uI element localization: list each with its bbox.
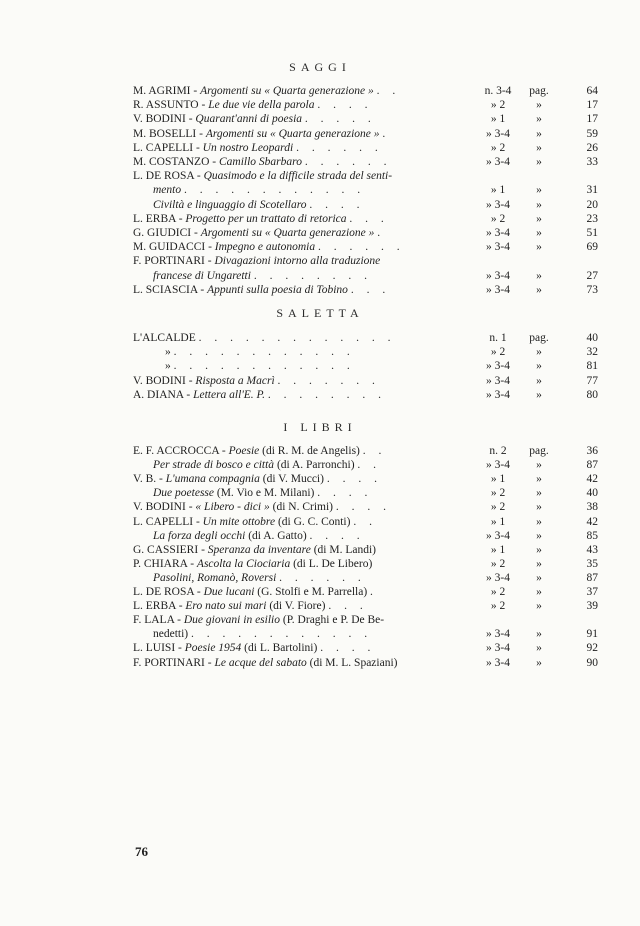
entry-title: Un mite ottobre (202, 515, 276, 528)
index-entry (0, 374, 640, 388)
page-ref: 77 (586, 374, 598, 387)
leader-dots: . . . . . . . . . . . . . (198, 332, 396, 344)
entry-text (153, 198, 365, 212)
issue-number: » 3-4 (486, 227, 510, 239)
entry-text: F. PORTINARI - Le acque del sabato (di M. L. Spaziani) (133, 656, 398, 669)
page-ref: 92 (586, 642, 598, 655)
entry-title: Impegno e autonomia (214, 241, 316, 254)
page-label: » (536, 557, 542, 570)
index-entry (0, 141, 640, 155)
issue-number: n. 3-4 (484, 85, 512, 97)
page-label: » (536, 156, 542, 168)
issue-number: n. 1 (489, 332, 507, 344)
leader-dots: . . . . . . (279, 571, 366, 584)
page-ref: 17 (586, 113, 598, 126)
entry-title: Due lucani (203, 586, 255, 598)
entry-author: E. F. ACCROCCA (133, 445, 219, 457)
page-ref: 87 (586, 571, 598, 584)
index-entry (0, 269, 640, 283)
entry-text: L. CAPELLI - Un nostro Leopardi . . . . . . (133, 141, 383, 154)
index-entry (0, 169, 640, 183)
page-ref: 23 (586, 212, 598, 225)
issue-number: » 3-4 (486, 628, 510, 641)
issue-number: n. 2 (489, 445, 507, 457)
leader-dots: . . . . (335, 501, 391, 514)
leader-dots: . (382, 127, 391, 140)
leader-dots: . (377, 227, 386, 239)
page-ref: 39 (586, 600, 598, 613)
entry-title: Camillo Sbarbaro (218, 156, 302, 168)
page-ref: 31 (586, 184, 598, 197)
entry-reviewed-work: (di R. M. de Angelis) (262, 445, 360, 457)
entry-author: V. BODINI (133, 501, 186, 514)
issue-number: » 3-4 (486, 360, 510, 373)
index-entry (0, 557, 640, 571)
entry-title: Risposta a Macrì (195, 374, 275, 387)
page-ref: 85 (586, 529, 598, 542)
entry-author: F. PORTINARI (133, 255, 205, 268)
leader-dots: . . . . . . . . . . . . (173, 346, 355, 359)
leader-dots: . . (362, 445, 387, 457)
page-label: » (536, 515, 542, 528)
issue-number: » 3-4 (486, 571, 510, 584)
issue-number: » 1 (490, 113, 506, 126)
entry-text: G. GIUDICI - Argomenti su « Quarta generazione » . (133, 227, 386, 239)
entry-reviewed-work: (di L. De Libero) (293, 557, 373, 570)
issue-number: » 3-4 (486, 241, 510, 254)
index-entry (0, 240, 640, 254)
entry-text: M. AGRIMI - Argomenti su « Quarta generazione » . . (133, 85, 401, 97)
page-ref: 42 (586, 473, 598, 486)
page-label: » (536, 600, 542, 613)
entry-text: F. LALA - Due giovani in esilio (P. Draghi e P. De Be- (133, 614, 385, 627)
issue-number: » 2 (490, 346, 506, 359)
page-label: pag. (529, 445, 549, 457)
page-ref: 81 (586, 360, 598, 373)
entry-reviewed-work: (di N. Crimi) (272, 501, 333, 514)
index-entry (0, 486, 640, 500)
issue-number: » 3-4 (486, 459, 510, 472)
entry-title: francese di Ungaretti (153, 269, 251, 282)
entry-text: E. F. ACCROCCA - Poesie (di R. M. de Angelis) . . (133, 445, 387, 457)
index-entry (0, 444, 640, 458)
page-ref: 26 (586, 141, 598, 154)
entry-text: V. BODINI - Risposta a Macrì . . . . . . . (133, 374, 380, 387)
index-entry (0, 458, 640, 472)
page-ref: 64 (586, 85, 598, 97)
index-entry (0, 500, 640, 514)
entry-text: M. GUIDACCI - Impegno e autonomia . . . . . . (133, 241, 405, 254)
page-label: » (536, 269, 542, 282)
entry-title: Argomenti su « Quarta generazione » (200, 85, 374, 97)
leader-dots: . (370, 586, 378, 598)
entry-title: Progetto per un trattato di retorica (185, 212, 347, 225)
index-entry (0, 345, 640, 359)
leader-dots: . . . (328, 600, 368, 613)
page-label: » (536, 198, 542, 211)
issue-number: » 3-4 (486, 283, 510, 296)
index-entry (0, 515, 640, 529)
page-ref: 37 (586, 586, 598, 598)
page-label: » (536, 113, 542, 126)
index-entry (0, 198, 640, 212)
entry-author: V. BODINI (133, 374, 186, 387)
entry-author: L. ERBA (133, 600, 176, 613)
entry-title: Speranza da inventare (207, 543, 311, 556)
entry-title: Argomenti su « Quarta generazione » (200, 227, 375, 239)
entry-title: Argomenti su « Quarta generazione » (205, 127, 380, 140)
entry-title: Le acque del sabato (214, 656, 307, 669)
page-label: » (536, 227, 542, 239)
page-label: » (536, 543, 542, 556)
page-number: 76 (135, 844, 148, 859)
entry-title: Lettera all'E. P. (193, 388, 265, 401)
page-ref: 38 (586, 501, 598, 514)
leader-dots: . . . . . . (304, 156, 392, 168)
entry-reviewed-work: (di A. Parronchi) (276, 459, 355, 472)
index-entry (0, 599, 640, 613)
page-ref: 36 (586, 445, 598, 457)
page-label: » (536, 529, 542, 542)
index-entry (0, 331, 640, 345)
leader-dots: . . . (349, 212, 389, 225)
entry-title: Un nostro Leopardi (202, 141, 294, 154)
section-heading: SALETTA (276, 306, 364, 320)
entry-text: L. CAPELLI - Un mite ottobre (di G. C. Conti) . . (133, 515, 377, 528)
entry-text: L. ERBA - Ero nato sui mari (di V. Fiore) . . . (133, 600, 368, 613)
page-label: » (536, 127, 542, 140)
entry-author: M. GUIDACCI (133, 241, 206, 254)
issue-number: » 2 (490, 557, 506, 570)
leader-dots: . . (376, 85, 401, 97)
index-entry (0, 656, 640, 670)
leader-dots: . . . . (320, 642, 376, 655)
index-entry (0, 613, 640, 627)
entry-text: M. COSTANZO - Camillo Sbarbaro . . . . . . (133, 156, 392, 168)
issue-number: » 3-4 (486, 388, 510, 401)
page-ref: 17 (586, 99, 598, 112)
leader-dots: . . (353, 515, 377, 528)
entry-author: R. ASSUNTO (133, 99, 199, 112)
issue-number: » 2 (490, 141, 506, 154)
page-label: pag. (529, 85, 549, 97)
index-entry (0, 627, 640, 641)
entry-text: G. CASSIERI - Speranza da inventare (di M. Landi) (133, 543, 376, 556)
page-ref: 87 (586, 459, 598, 472)
issue-number: » 3-4 (486, 198, 510, 211)
index-entry (0, 112, 640, 126)
issue-number: » 2 (490, 501, 506, 514)
page-ref: 20 (586, 198, 598, 211)
index-entry (0, 472, 640, 486)
page-ref: 35 (586, 557, 598, 570)
entry-reviewed-work: (di M. Landi) (313, 543, 376, 556)
entry-title: Due giovani in esilio (183, 614, 280, 627)
entry-reviewed-work: (di A. Gatto) (248, 529, 307, 542)
entry-reviewed-work: (M. Vio e M. Milani) (216, 487, 315, 500)
page-label: » (536, 283, 542, 296)
entry-author: L. SCIASCIA (133, 283, 198, 296)
entry-text: V. BODINI - Quarant'anni di poesia . . . . . (133, 113, 376, 126)
page-ref: 27 (586, 269, 598, 282)
entry-text: M. BOSELLI - Argomenti su « Quarta generazione » . (133, 127, 391, 140)
entry-author: V. B. (133, 473, 157, 486)
entry-author: M. BOSELLI (133, 127, 197, 140)
page-label: » (536, 141, 542, 154)
issue-number: » 3-4 (486, 127, 510, 140)
entry-title: Quasimodo e la difficile strada del senti- (203, 170, 393, 183)
entry-text: L. DE ROSA - Quasimodo e la difficile strada del senti- (133, 170, 393, 183)
section-heading: I LIBRI (283, 420, 357, 434)
entry-author: » (165, 346, 171, 359)
issue-number: » 2 (490, 586, 506, 598)
entry-text: F. PORTINARI - Divagazioni intorno alla traduzione (133, 255, 381, 268)
entry-author: L. CAPELLI (133, 515, 194, 528)
entry-title: Quarant'anni di poesia (195, 113, 303, 126)
entry-author: F. LALA (133, 614, 175, 627)
entry-title: Poesie (228, 445, 260, 457)
issue-number: » 1 (490, 473, 506, 486)
entry-title: Divagazioni intorno alla traduzione (214, 255, 381, 268)
page-label: » (536, 501, 542, 514)
page-label: » (536, 241, 542, 254)
entry-text (153, 183, 365, 197)
index-entry (0, 359, 640, 373)
entry-text (133, 331, 396, 345)
entry-reviewed-work: (di G. C. Conti) (277, 515, 351, 528)
entry-author: A. DIANA (133, 388, 184, 401)
entry-author: L. CAPELLI (133, 141, 194, 154)
entry-text: P. CHIARA - Ascolta la Ciociaria (di L. De Libero) (133, 557, 373, 570)
entry-text: L. LUISI - Poesie 1954 (di L. Bartolini) . . . . (133, 642, 376, 655)
leader-dots: . . . . (317, 99, 373, 112)
page-label: » (536, 571, 542, 584)
entry-reviewed-work: (di V. Mucci) (262, 473, 324, 486)
entry-title: Pasolini, Romanò, Roversi (153, 571, 277, 584)
page-ref: 73 (586, 283, 598, 296)
leader-dots: . . . . (309, 198, 365, 211)
page-label: » (536, 388, 542, 401)
entry-text (165, 345, 355, 359)
page-label: » (536, 374, 542, 387)
entry-text (153, 529, 365, 543)
entry-author: » (165, 360, 171, 373)
entry-text (153, 269, 372, 283)
page-label: » (536, 346, 542, 359)
entry-author: M. COSTANZO (133, 156, 210, 168)
entry-author: M. AGRIMI (133, 85, 191, 97)
page-ref: 59 (586, 127, 598, 140)
entry-title: L'umana compagnia (165, 473, 260, 486)
index-entry (0, 529, 640, 543)
entry-title: La forza degli occhi (153, 529, 246, 542)
index-entry (0, 183, 640, 197)
entry-text (153, 571, 366, 585)
page-ref: 42 (586, 515, 598, 528)
issue-number: » 3-4 (486, 529, 510, 542)
entry-title: mento (153, 184, 182, 197)
page-ref: 40 (586, 332, 598, 344)
entry-author: G. GIUDICI (133, 227, 192, 239)
page-label: » (536, 99, 542, 112)
index-entry (0, 585, 640, 599)
entry-author: L. LUISI (133, 642, 176, 655)
page-ref: 90 (586, 656, 598, 669)
section-heading: SAGGI (289, 60, 351, 74)
entry-author: L. ERBA (133, 212, 176, 225)
page-label: » (536, 656, 542, 669)
entry-author: F. PORTINARI (133, 656, 205, 669)
entry-title: « Libero - dici » (195, 501, 270, 514)
entry-text (153, 458, 381, 472)
page-label: » (536, 360, 542, 373)
leader-dots: . . . . . . . (277, 374, 380, 387)
entry-title: Per strade di bosco e città (153, 459, 275, 472)
entry-reviewed-work: (di M. L. Spaziani) (309, 656, 398, 669)
entry-title: Poesie 1954 (184, 642, 242, 655)
leader-dots: . . . . (309, 529, 365, 542)
entry-reviewed-work: (P. Draghi e P. De Be- (282, 614, 385, 627)
issue-number: » 2 (490, 212, 506, 225)
leader-dots: . . (357, 459, 382, 472)
entry-title: Due poetesse (153, 487, 214, 500)
page-label: » (536, 487, 542, 500)
entry-author: G. CASSIERI (133, 543, 199, 556)
issue-number: » 2 (490, 99, 506, 112)
index-entry (0, 84, 640, 98)
leader-dots: . . . . . . . . . . . . (183, 184, 366, 197)
entry-text (153, 627, 372, 641)
entry-author: L'ALCALDE (133, 332, 196, 344)
leader-dots: . . . (350, 283, 391, 296)
entry-title: Ascolta la Ciociaria (196, 557, 291, 570)
index-entry (0, 543, 640, 557)
entry-text: L. SCIASCIA - Appunti sulla poesia di Tobino . . . (133, 283, 391, 296)
index-entry (0, 226, 640, 240)
page-ref: 40 (586, 487, 598, 500)
index-entry (0, 254, 640, 268)
index-entry (0, 155, 640, 169)
page-ref: 33 (586, 156, 598, 168)
entry-author: P. CHIARA (133, 557, 188, 570)
leader-dots: . . . . . . . . . . . . (173, 360, 355, 373)
entry-text: L. ERBA - Progetto per un trattato di retorica . . . (133, 212, 389, 225)
leader-dots: . . . . . (304, 113, 376, 126)
entry-title: Appunti sulla poesia di Tobino (207, 283, 348, 296)
index-entry (0, 571, 640, 585)
page-ref: 80 (586, 388, 598, 401)
entry-reviewed-work: (di V. Fiore) (269, 600, 326, 613)
entry-reviewed-work: (di L. Bartolini) (244, 642, 318, 655)
entry-reviewed-work: (G. Stolfi e M. Parrella) (257, 586, 368, 598)
entry-reviewed-work: nedetti) (153, 628, 189, 641)
page-ref: 91 (586, 628, 598, 641)
issue-number: » 3-4 (486, 642, 510, 655)
page-label: » (536, 184, 542, 197)
page-label: » (536, 586, 542, 598)
page-label: » (536, 473, 542, 486)
page-ref: 32 (586, 346, 598, 359)
issue-number: » 3-4 (486, 269, 510, 282)
entry-author: L. DE ROSA (133, 170, 195, 183)
index-entry (0, 212, 640, 226)
leader-dots: . . . . . . . . (253, 269, 372, 282)
leader-dots: . . . . (326, 473, 382, 486)
entry-text: R. ASSUNTO - Le due vie della parola . . . . (133, 99, 373, 112)
leader-dots: . . . . (317, 487, 373, 500)
entry-text: V. BODINI - « Libero - dici » (di N. Crimi) . . . . (133, 501, 391, 514)
entry-text (153, 486, 372, 500)
issue-number: » 1 (490, 543, 506, 556)
index-entry (0, 388, 640, 402)
entry-text: L. DE ROSA - Due lucani (G. Stolfi e M. Parrella) . (133, 586, 378, 598)
issue-number: » 3-4 (486, 156, 510, 168)
page-label: » (536, 459, 542, 472)
entry-title: Le due vie della parola (208, 99, 315, 112)
entry-author: V. BODINI (133, 113, 186, 126)
entry-text: V. B. - L'umana compagnia (di V. Mucci) . . . . (133, 473, 382, 486)
page-ref: 43 (586, 543, 598, 556)
entry-text: A. DIANA - Lettera all'E. P. . . . . . . . . (133, 388, 386, 401)
index-entry (0, 127, 640, 141)
leader-dots: . . . . . . . . (267, 388, 386, 401)
issue-number: » 1 (490, 515, 506, 528)
leader-dots: . . . . . . (296, 141, 383, 154)
issue-number: » 2 (490, 487, 506, 500)
leader-dots: . . . . . . (317, 241, 405, 254)
index-entry (0, 283, 640, 297)
index-entry (0, 98, 640, 112)
page-ref: 69 (586, 241, 598, 254)
page-label: » (536, 212, 542, 225)
issue-number: » 1 (490, 184, 506, 197)
page-ref: 51 (586, 227, 598, 239)
issue-number: » 2 (490, 600, 506, 613)
index-entry (0, 641, 640, 655)
entry-title: Civiltà e linguaggio di Scotellaro (153, 198, 307, 211)
entry-author: L. DE ROSA (133, 586, 195, 598)
issue-number: » 3-4 (486, 374, 510, 387)
entry-text (165, 359, 355, 373)
page-label: pag. (529, 332, 549, 344)
issue-number: » 3-4 (486, 656, 510, 669)
leader-dots: . . . . . . . . . . . . (191, 628, 373, 641)
entry-title: Ero nato sui mari (185, 600, 267, 613)
page-label: » (536, 628, 542, 641)
page-label: » (536, 642, 542, 655)
